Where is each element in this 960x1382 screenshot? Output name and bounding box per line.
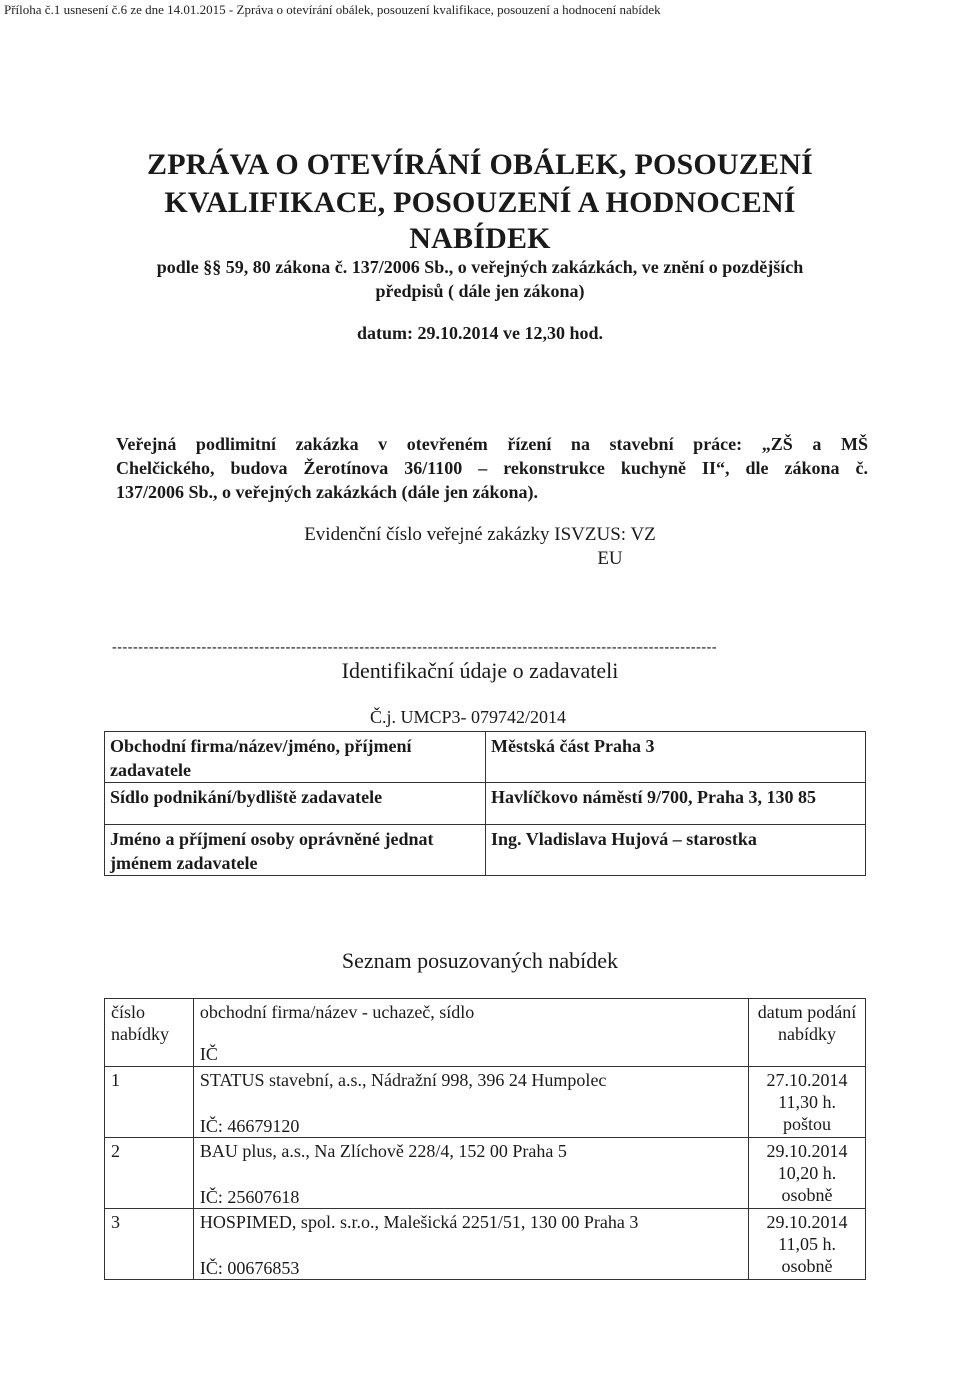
offer-company-name: BAU plus, a.s., Na Zlíchově 228/4, 152 00 Praha 5 bbox=[199, 1141, 567, 1161]
offer-number: 1 bbox=[105, 1067, 194, 1138]
header-offer-number: číslo nabídky bbox=[105, 999, 194, 1067]
offer-date: 29.10.2014 bbox=[766, 1141, 848, 1161]
evidence-number-line-1: Evidenční číslo veřejné zakázky ISVZUS: VZ bbox=[304, 524, 656, 545]
separator-line: ------------------------------------------------------------------------------------------------------------------- bbox=[112, 640, 718, 655]
offer-company bbox=[193, 1067, 748, 1138]
identification-heading: Identifikační údaje o zadavateli bbox=[341, 658, 619, 683]
offer-date: 27.10.2014 bbox=[766, 1070, 848, 1090]
header-company-label: obchodní firma/název - uchazeč, sídlo bbox=[199, 1002, 475, 1022]
offer-number: 2 bbox=[105, 1138, 194, 1209]
offer-row bbox=[105, 1138, 866, 1209]
offer-delivery-method: poštou bbox=[783, 1114, 832, 1134]
offer-row bbox=[105, 1209, 866, 1280]
legal-basis-line-1: podle §§ 59, 80 zákona č. 137/2006 Sb., o veřejných zakázkách, ve znění o pozdějších bbox=[156, 257, 804, 277]
attachment-note: Příloha č.1 usnesení č.6 ze dne 14.01.2015 - Zpráva o otevírání obálek, posouzení kvalifikace, posouzení a hodnocení nabídek bbox=[4, 2, 661, 17]
report-date: datum: 29.10.2014 ve 12,30 hod. bbox=[356, 323, 603, 343]
offer-delivery-method: osobně bbox=[781, 1185, 833, 1205]
offers-heading: Seznam posuzovaných nabídek bbox=[341, 948, 619, 973]
contract-description bbox=[116, 432, 868, 504]
reference-number: Č.j. UMCP3- 079742/2014 bbox=[370, 707, 567, 727]
offer-submission bbox=[749, 1209, 866, 1280]
offer-date: 29.10.2014 bbox=[766, 1212, 848, 1232]
header-submission-date: datum podání nabídky bbox=[749, 999, 866, 1067]
offer-delivery-method: osobně bbox=[781, 1256, 833, 1276]
contract-line-1: Veřejná podlimitní zakázka v otevřeném řízení na stavební práce: „ZŠ a MŠ bbox=[116, 434, 868, 454]
offer-row bbox=[105, 1067, 866, 1138]
identification-table bbox=[104, 731, 866, 876]
offer-company bbox=[193, 1138, 748, 1209]
header-company bbox=[193, 999, 748, 1067]
identification-value: Havlíčkovo náměstí 9/700, Praha 3, 130 85 bbox=[486, 783, 866, 825]
contract-line-2: Chelčického, budova Žerotínova 36/1100 – rekonstrukce kuchyně II“, dle zákona č. bbox=[116, 458, 868, 478]
document-title-line-2: KVALIFIKACE, POSOUZENÍ A HODNOCENÍ bbox=[164, 186, 796, 219]
legal-basis-line-2: předpisů ( dále jen zákona) bbox=[375, 281, 585, 301]
offer-company-id: IČ: 25607618 bbox=[199, 1187, 300, 1207]
document-title-line-1: ZPRÁVA O OTEVÍRÁNÍ OBÁLEK, POSOUZENÍ bbox=[147, 148, 813, 181]
offer-company-id: IČ: 00676853 bbox=[199, 1258, 300, 1278]
offer-time: 10,20 h. bbox=[777, 1163, 837, 1183]
offers-header-row bbox=[105, 999, 866, 1067]
offers-table bbox=[104, 998, 866, 1280]
identification-value: Městská část Praha 3 bbox=[486, 732, 866, 783]
offer-submission bbox=[749, 1067, 866, 1138]
evidence-number-line-2: EU bbox=[597, 548, 623, 569]
offer-company-name: HOSPIMED, spol. s.r.o., Malešická 2251/51, 130 00 Praha 3 bbox=[199, 1212, 639, 1232]
header-company-id: IČ bbox=[199, 1044, 218, 1064]
offer-company-id: IČ: 46679120 bbox=[199, 1116, 300, 1136]
identification-row bbox=[105, 732, 866, 783]
offer-company bbox=[193, 1209, 748, 1280]
identification-label: Obchodní firma/název/jméno, příjmení zadavatele bbox=[105, 732, 486, 783]
identification-label: Sídlo podnikání/bydliště zadavatele bbox=[105, 783, 486, 825]
document-title-line-3: NABÍDEK bbox=[409, 222, 551, 255]
offer-submission bbox=[749, 1138, 866, 1209]
identification-row bbox=[105, 783, 866, 825]
offer-time: 11,30 h. bbox=[778, 1092, 836, 1112]
identification-row bbox=[105, 825, 866, 876]
identification-value: Ing. Vladislava Hujová – starostka bbox=[486, 825, 866, 876]
offer-company-name: STATUS stavební, a.s., Nádražní 998, 396 24 Humpolec bbox=[199, 1070, 607, 1090]
identification-label: Jméno a příjmení osoby oprávněné jednat jménem zadavatele bbox=[105, 825, 486, 876]
offer-time: 11,05 h. bbox=[778, 1234, 836, 1254]
offer-number: 3 bbox=[105, 1209, 194, 1280]
contract-line-3: 137/2006 Sb., o veřejných zakázkách (dále jen zákona). bbox=[116, 482, 538, 502]
